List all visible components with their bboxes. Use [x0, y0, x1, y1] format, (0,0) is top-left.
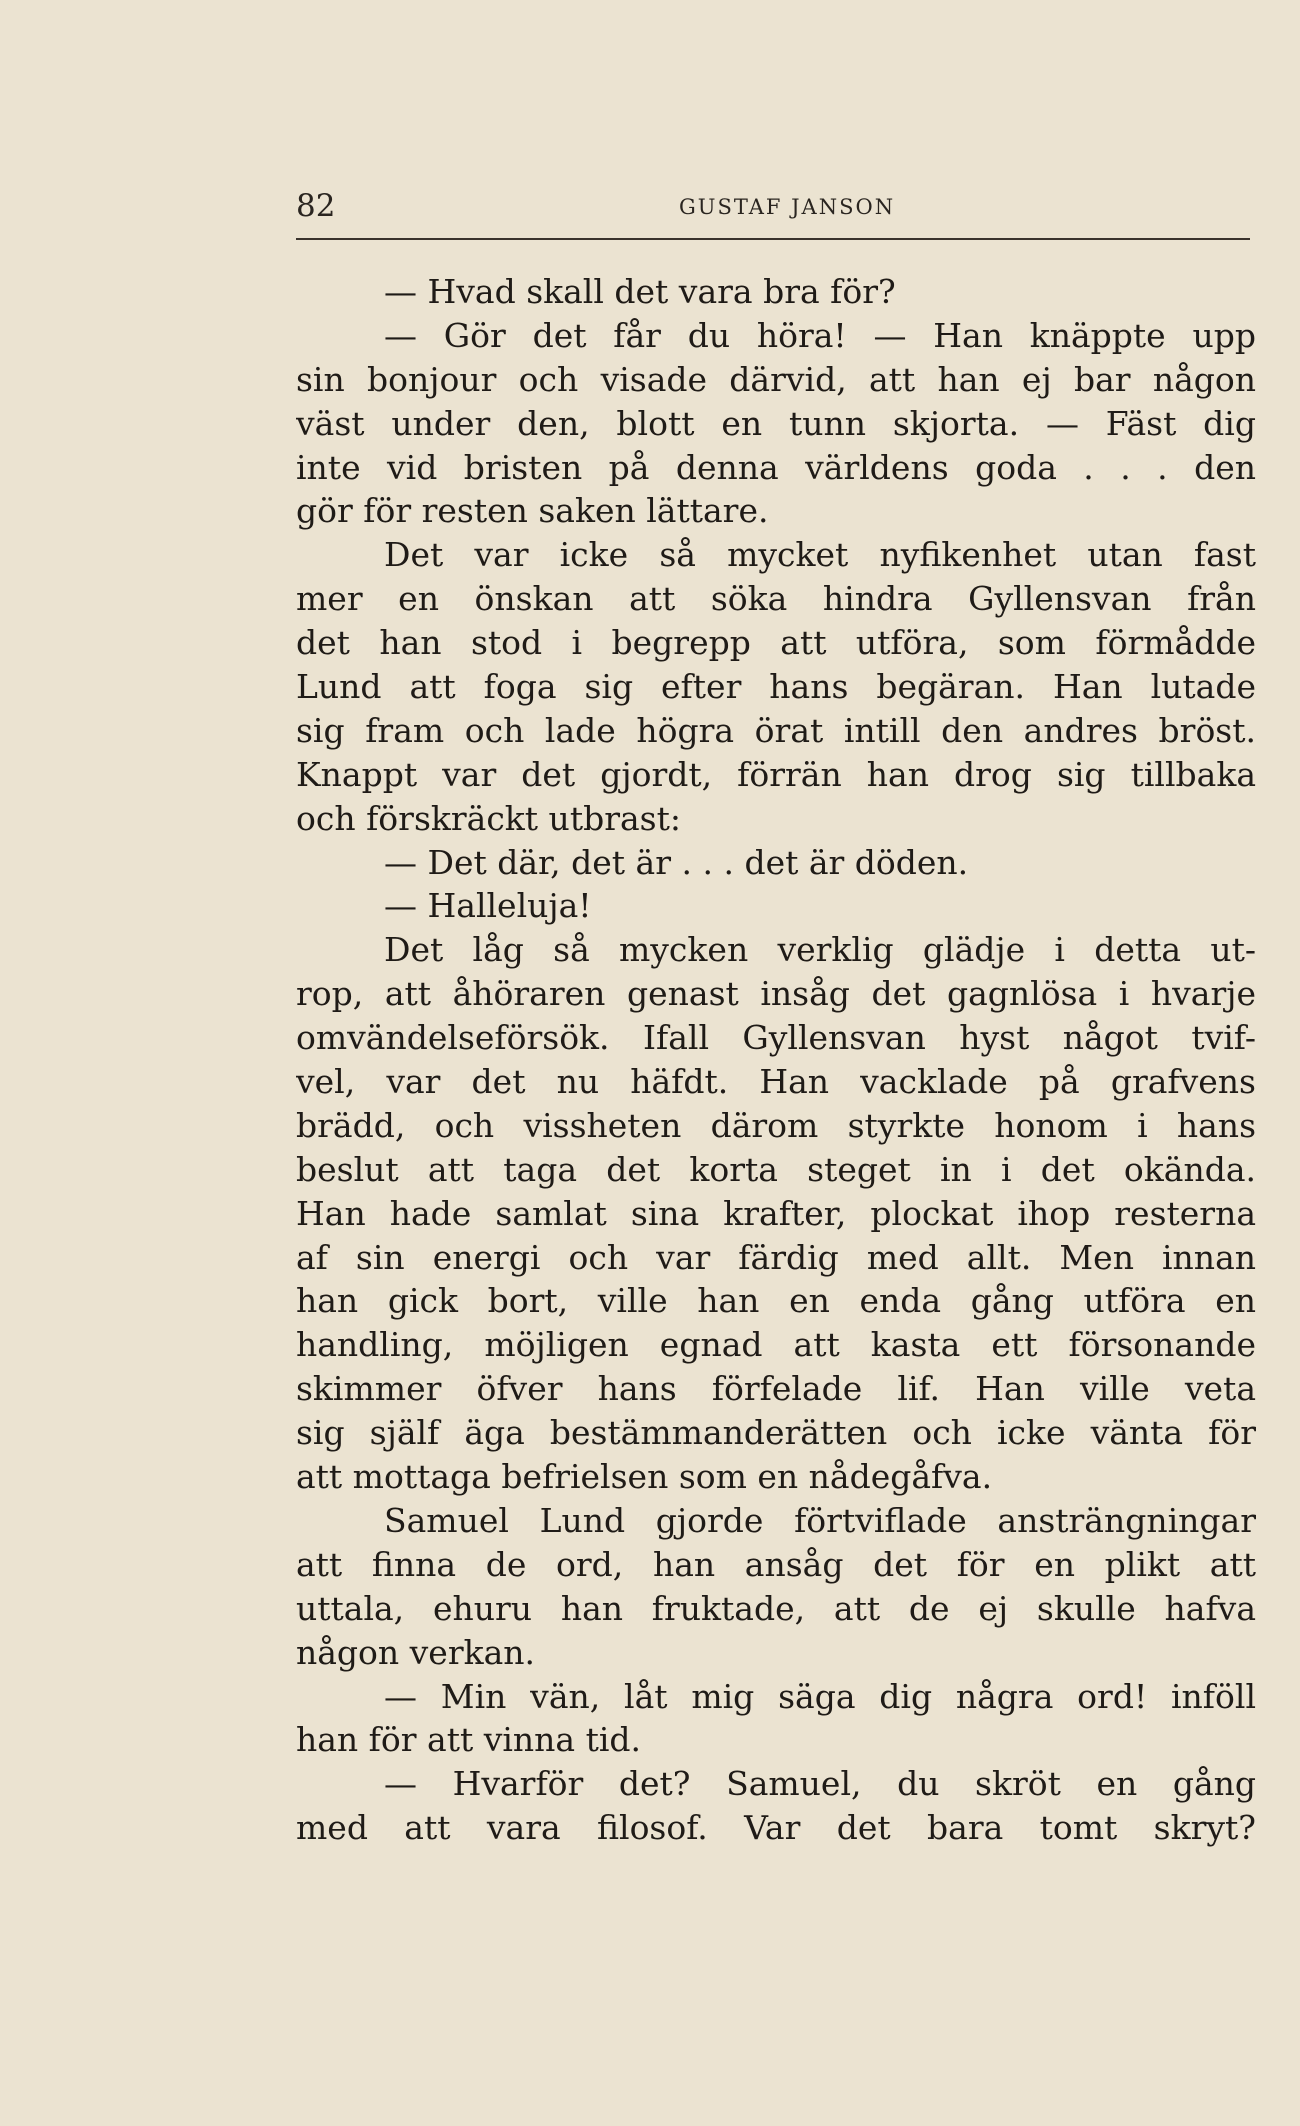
running-head-author: GUSTAF JANSON [679, 195, 896, 219]
text-line: sig fram och lade högra örat intill den andres bröst. [296, 710, 1256, 750]
text-line: inte vid bristen på denna världens goda . . . den [296, 447, 1256, 487]
page-number: 82 [296, 188, 336, 224]
text-line: han gick bort, ville han en enda gång utföra en [296, 1281, 1256, 1321]
text-line: gör för resten saken lättare. [296, 491, 769, 531]
running-head [296, 186, 1250, 236]
text-line: att mottaga befrielsen som en nådegåfva. [296, 1457, 993, 1497]
text-line: — Gör det får du höra! — Han knäppte upp [384, 315, 1256, 355]
text-line: — Det där, det är . . . det är döden. [384, 842, 969, 882]
text-line: någon verkan. [296, 1632, 536, 1672]
text-line: med att vara filosof. Var det bara tomt skryt? [296, 1808, 1256, 1848]
text-line: beslut att taga det korta steget in i det okända. [296, 1149, 1256, 1189]
text-line: det han stod i begrepp att utföra, som förmådde [296, 623, 1256, 663]
text-line: — Halleluja! [384, 886, 592, 926]
body-text [296, 270, 1256, 1850]
text-line: väst under den, blott en tunn skjorta. — Fäst dig [296, 403, 1256, 443]
text-line: af sin energi och var färdig med allt. Men innan [296, 1237, 1256, 1277]
text-line: vel, var det nu häfdt. Han vacklade på grafvens [296, 1062, 1256, 1102]
text-line: — Min vän, låt mig säga dig några ord! inföll [384, 1676, 1256, 1716]
text-line: mer en önskan att söka hindra Gyllensvan från [296, 579, 1256, 619]
text-line: handling, möjligen egnad att kasta ett försonande [296, 1325, 1256, 1365]
text-line: han för att vinna tid. [296, 1720, 642, 1760]
text-line: rop, att åhöraren genast insåg det gagnlösa i hvarje [296, 974, 1256, 1014]
text-line: sig själf äga bestämmanderätten och icke vänta för [296, 1413, 1256, 1453]
text-line: omvändelseförsök. Ifall Gyllensvan hyst något tvif- [296, 1018, 1256, 1058]
text-line: att finna de ord, han ansåg det för en plikt att [296, 1544, 1256, 1584]
text-line: sin bonjour och visade därvid, att han ej bar någon [296, 359, 1256, 399]
text-line: Samuel Lund gjorde förtviflade ansträngningar [384, 1500, 1256, 1540]
text-line: — Hvad skall det vara bra för? [384, 272, 896, 311]
header-rule [296, 238, 1250, 240]
text-line: — Hvarför det? Samuel, du skröt en gång [384, 1764, 1256, 1804]
text-line: uttala, ehuru han fruktade, att de ej skulle hafva [296, 1588, 1256, 1628]
text-line: Han hade samlat sina krafter, plockat ihop resterna [296, 1193, 1256, 1233]
text-line: skimmer öfver hans förfelade lif. Han ville veta [296, 1369, 1256, 1409]
text-line: och förskräckt utbrast: [296, 798, 681, 838]
text-line: Det var icke så mycket nyfikenhet utan fast [384, 535, 1256, 575]
text-line: Knappt var det gjordt, förrän han drog sig tillbaka [296, 754, 1256, 794]
text-line: Lund att foga sig efter hans begäran. Han lutade [296, 667, 1256, 707]
text-line: Det låg så mycken verklig glädje i detta ut- [384, 930, 1256, 970]
text-line: brädd, och vissheten därom styrkte honom i hans [296, 1105, 1256, 1145]
